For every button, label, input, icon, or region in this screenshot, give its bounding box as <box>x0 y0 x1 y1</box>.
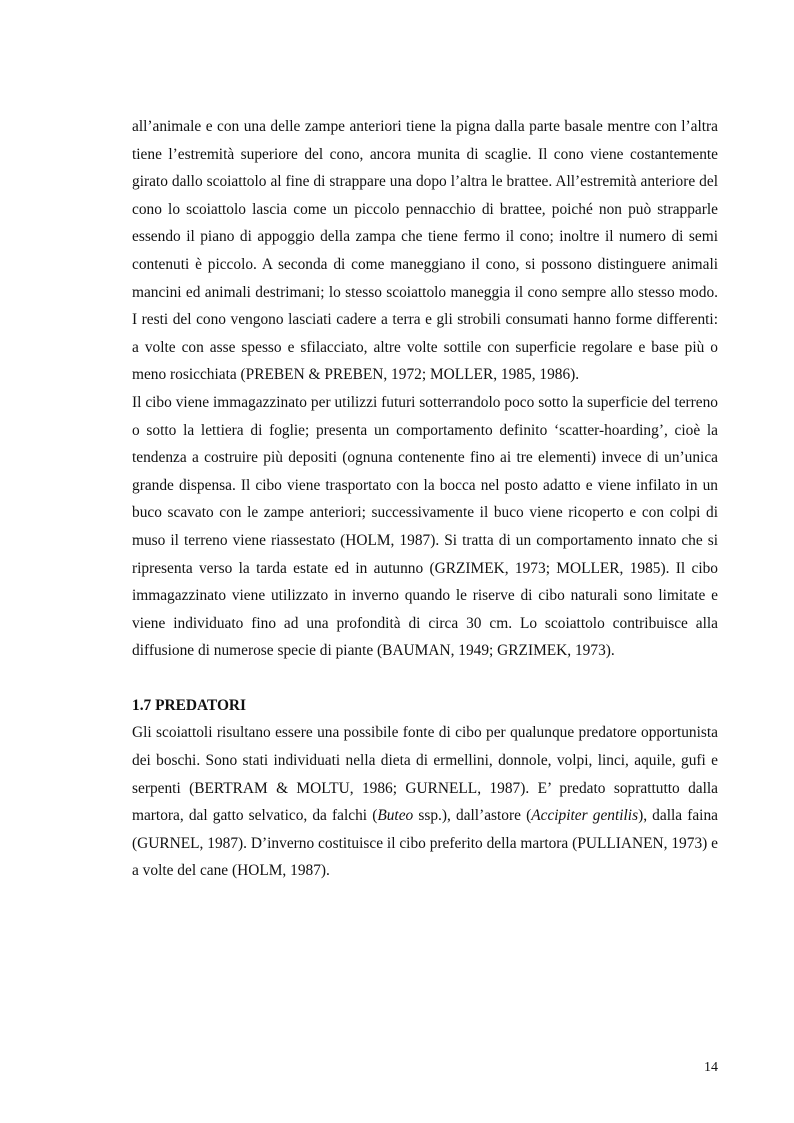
species-name: Accipiter gentilis <box>531 807 639 825</box>
paragraph-text: ssp.), dall’astore ( <box>413 807 532 825</box>
paragraph-text: Gli scoiattoli risultano essere una possibile fonte di cibo per qualunque predatore opportunista dei boschi. Sono stati individuati nella dieta di ermellini, donnole, volpi, linci, aquile, gufi e serpenti (BERTRAM & MOLTU, 1986; GURNELL, 1987). E’ predato soprattutto dalla martora, dal gatto selvatico, da falchi ( <box>132 724 718 825</box>
body-paragraph: all’animale e con una delle zampe anteriori tiene la pigna dalla parte basale mentre con l’altra tiene l’estremità superiore del cono, ancora munita di scaglie. Il cono viene costantemente girato dallo scoiattolo al fine di strappare una dopo l’altra le brattee. All’estremità anteriore del cono lo scoiattolo lascia come un piccolo pennacchio di brattee, poiché non può strapparle essendo il piano di appoggio della zampa che tiene fermo il cono; inoltre il numero di semi contenuti è piccolo. A seconda di come maneggiano il cono, si possono distinguere animali mancini ed animali destrimani; lo stesso scoiattolo maneggia il cono sempre allo stesso modo. I resti del cono vengono lasciati cadere a terra e gli strobili consumati hanno forme differenti: a volte con asse spesso e sfilacciato, altre volte sottile con superficie regolare e base più o meno rosicchiata (PREBEN & PREBEN, 1972; MOLLER, 1985, 1986). <box>132 118 718 384</box>
body-paragraph: Il cibo viene immagazzinato per utilizzi futuri sotterrandolo poco sotto la superficie del terreno o sotto la lettiera di foglie; presenta un comportamento definito ‘scatter-hoarding’, cioè la tendenza a costruire più depositi (ognuna contenente fino ai tre elementi) invece di un’unica grande dispensa. Il cibo viene trasportato con la bocca nel posto adatto e viene infilato in un buco scavato con le zampe anteriori; successivamente il buco viene ricoperto e con colpi di muso il terreno viene riassestato (HOLM, 1987). Si tratta di un comportamento innato che si ripresenta verso la tarda estate ed in autunno (GRZIMEK, 1973; MOLLER, 1985). Il cibo immagazzinato viene utilizzato in inverno quando le riserve di cibo naturali sono limitate e viene individuato fino ad una profondità di circa 30 cm. Lo scoiattolo contribuisce alla diffusione di numerose specie di piante (BAUMAN, 1949; GRZIMEK, 1973). <box>132 393 718 660</box>
page-number: 14 <box>704 1060 718 1075</box>
body-paragraph <box>132 719 718 885</box>
document-body <box>132 113 718 885</box>
paragraph-text: ), dalla faina (GURNEL, 1987). D’inverno costituisce il cibo preferito della martora (PULLIANEN, 1973) e a volte del cane (HOLM, 1987). <box>132 807 718 880</box>
section-heading: 1.7 PREDATORI <box>132 696 247 714</box>
species-name: Buteo <box>377 807 414 825</box>
